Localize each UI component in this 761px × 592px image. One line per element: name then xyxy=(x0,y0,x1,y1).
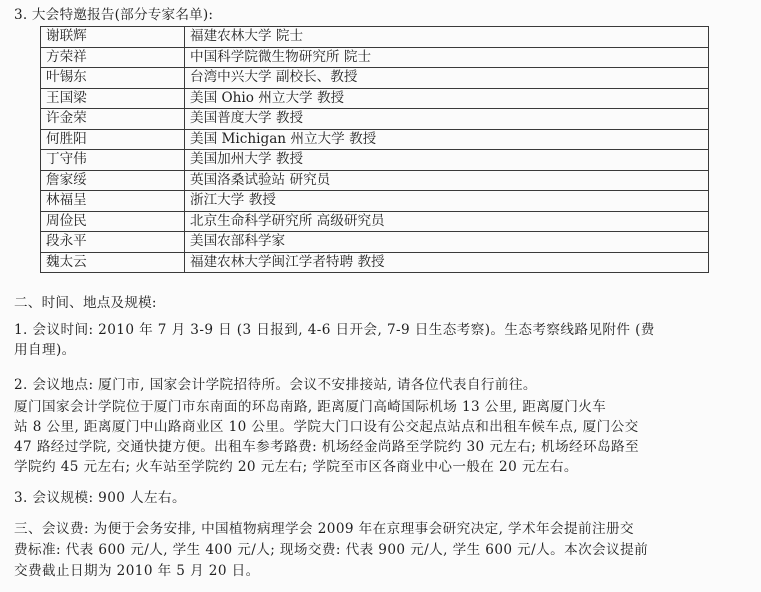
table-row xyxy=(41,27,709,48)
table-row xyxy=(41,129,709,150)
expert-affiliation: 北京生命科学研究所 高级研究员 xyxy=(185,211,709,232)
expert-name: 丁守伟 xyxy=(41,150,185,171)
experts-table xyxy=(40,26,709,273)
expert-name: 詹家绥 xyxy=(41,170,185,191)
expert-name: 段永平 xyxy=(41,232,185,253)
expert-affiliation: 福建农林大学闽江学者特聘 教授 xyxy=(185,252,709,273)
section-3-title: 3. 大会特邀报告(部分专家名单): xyxy=(14,7,214,23)
table-row xyxy=(41,211,709,232)
expert-name: 林福呈 xyxy=(41,191,185,212)
item-2-line-5: 学院约 45 元左右; 火车站至学院约 20 元左右; 学院至市区各商业中心一般在 20 元左右。 xyxy=(14,459,578,475)
item-1-line-2: 用自理)。 xyxy=(14,342,76,358)
expert-affiliation: 美国普度大学 教授 xyxy=(185,109,709,130)
expert-affiliation: 美国加州大学 教授 xyxy=(185,150,709,171)
table-row xyxy=(41,68,709,89)
table-row xyxy=(41,252,709,273)
table-row xyxy=(41,232,709,253)
item-3: 3. 会议规模: 900 人左右。 xyxy=(14,490,187,506)
expert-affiliation: 浙江大学 教授 xyxy=(185,191,709,212)
expert-name: 何胜阳 xyxy=(41,129,185,150)
table-row xyxy=(41,191,709,212)
item-2-line-3: 站 8 公里, 距离厦门中山路商业区 10 公里。学院大门口设有公交起点站点和出租车候车点, 厦门公交 xyxy=(14,419,639,435)
expert-name: 周俭民 xyxy=(41,211,185,232)
experts-table-body xyxy=(41,27,709,273)
section-3b-line-1: 三、会议费: 为便于会务安排, 中国植物病理学会 2009 年在京理事会研究决定, 学术年会提前注册交 xyxy=(14,521,634,537)
item-2-line-2: 厦门国家会计学院位于厦门市东南面的环岛南路, 距离厦门高崎国际机场 13 公里, 距离厦门火车 xyxy=(14,399,607,415)
expert-affiliation: 福建农林大学 院士 xyxy=(185,27,709,48)
expert-affiliation: 台湾中兴大学 副校长、教授 xyxy=(185,68,709,89)
expert-name: 魏太云 xyxy=(41,252,185,273)
section-3b-line-2: 费标准: 代表 600 元/人, 学生 400 元/人; 现场交费: 代表 900 元/人, 学生 600 元/人。本次会议提前 xyxy=(14,542,649,558)
item-1-line-1: 1. 会议时间: 2010 年 7 月 3-9 日 (3 日报到, 4-6 日开会, 7-9 日生态考察)。生态考察线路见附件 (费 xyxy=(14,322,655,338)
table-row xyxy=(41,47,709,68)
expert-name: 谢联辉 xyxy=(41,27,185,48)
expert-affiliation: 美国 Michigan 州立大学 教授 xyxy=(185,129,709,150)
expert-affiliation: 英国洛桑试验站 研究员 xyxy=(185,170,709,191)
table-row xyxy=(41,150,709,171)
expert-affiliation: 美国农部科学家 xyxy=(185,232,709,253)
expert-name: 叶锡东 xyxy=(41,68,185,89)
expert-name: 许金荣 xyxy=(41,109,185,130)
table-row xyxy=(41,170,709,191)
expert-affiliation: 中国科学院微生物研究所 院士 xyxy=(185,47,709,68)
table-row xyxy=(41,88,709,109)
item-2-line-4: 47 路经过学院, 交通快捷方便。出租车参考路费: 机场经金尚路至学院约 30 元左右; 机场经环岛路至 xyxy=(14,439,639,455)
table-row xyxy=(41,109,709,130)
section-2-title: 二、时间、地点及规模: xyxy=(14,295,157,311)
section-3b-line-3: 交费截止日期为 2010 年 5 月 20 日。 xyxy=(14,563,260,579)
expert-affiliation: 美国 Ohio 州立大学 教授 xyxy=(185,88,709,109)
item-2-line-1: 2. 会议地点: 厦门市, 国家会计学院招待所。会议不安排接站, 请各位代表自行前往。 xyxy=(14,377,537,393)
expert-name: 王国梁 xyxy=(41,88,185,109)
expert-name: 方荣祥 xyxy=(41,47,185,68)
